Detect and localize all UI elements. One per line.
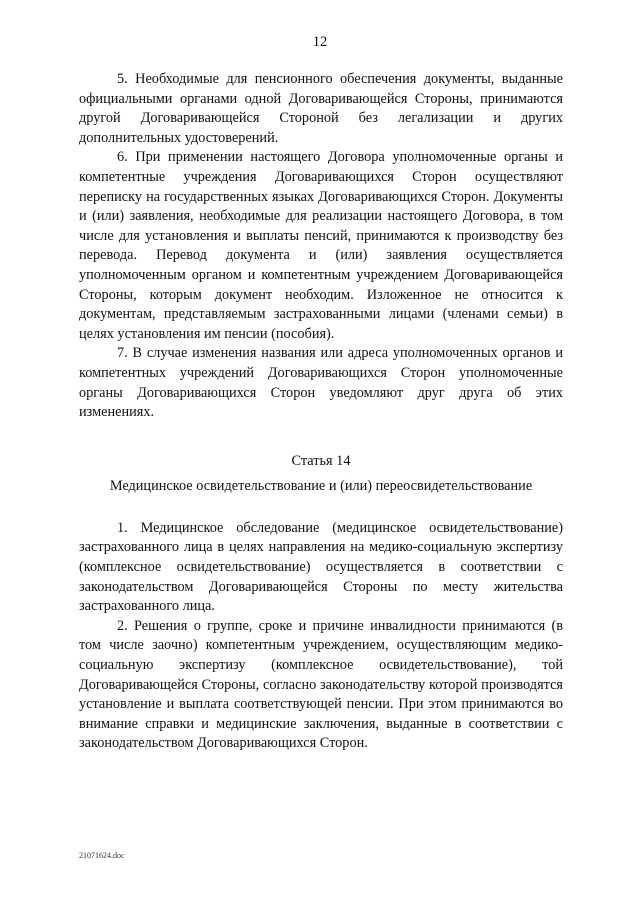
paragraph-5: 5. Необходимые для пенсионного обеспечения документы, выданные официальными органами одной Договаривающейся Стороны, принимаются другой Договаривающейся Стороной без легализации и других дополнительных удостоверений. xyxy=(79,71,563,146)
file-name-footer: 21071624.doc xyxy=(79,851,125,860)
paragraph-6: 6. При применении настоящего Договора уполномоченные органы и компетентные учреждения Договаривающихся Сторон осуществляют переписку на государственных языках Договаривающихся Сторон. Документы и (или) заявления, необходимые для реализации настоящего Договора, в том числе для установления и выплаты пенсий, принимаются к производству без перевода. Перевод документа и (или) заявления осуществляется уполномоченным органом и компетентным учреждением Договаривающейся Стороны, которым документ необходим. Изложенное не относится к документам, представляемым застрахованными лицами (членами семьи) в целях установления им пенсии (пособия). xyxy=(79,149,563,342)
page-number: 12 xyxy=(312,34,328,50)
article-title: Статья 14 xyxy=(291,452,351,469)
article-gap xyxy=(79,497,563,519)
article-paragraph-1: 1. Медицинское обследование (медицинское освидетельствование) застрахованного лица в целях направления на медико-социальную экспертизу (комплексное освидетельствование) осуществляется в соответствии с законодательством Договаривающейся Стороны по месту жительства застрахованного лица. xyxy=(79,519,563,615)
paragraph-7: 7. В случае изменения названия или адреса уполномоченных органов и компетентных учреждений Договаривающихся Сторон уполномоченные органы Договаривающихся Сторон уведомляют друг друга об этих изменениях. xyxy=(79,345,563,421)
article-paragraph-2: 2. Решения о группе, сроке и причине инвалидности принимаются (в том числе заочно) компетентным учреждением, осуществляющим медико-социальную экспертизу (комплексное освидетельствование), той Договаривающейся Стороны, согласно законодательству которой производятся установление и выплата соответствующей пенсии. При этом принимаются во внимание справки и медицинские заключения, выданные в соответствии с законодательством Договаривающихся Сторон. xyxy=(79,617,563,752)
article-subtitle: Медицинское освидетельствование и (или) переосвидетельствование xyxy=(109,478,533,495)
document-body xyxy=(79,70,563,754)
